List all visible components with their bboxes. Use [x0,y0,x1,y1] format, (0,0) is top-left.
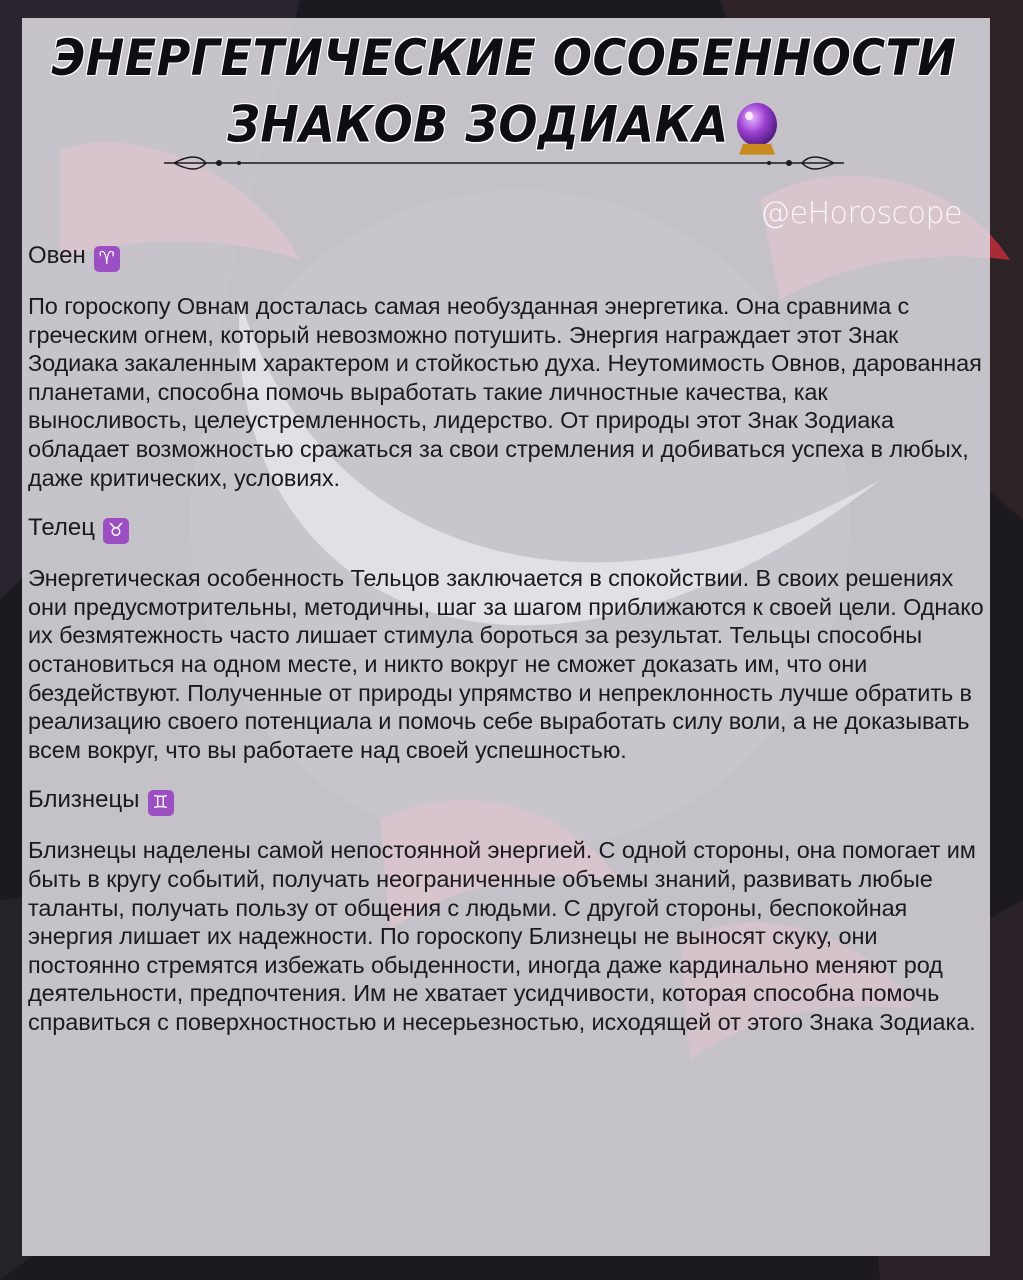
gemini-icon: ♊ [148,790,174,816]
sign-description: Близнецы наделены самой непостоянной энергией. С одной стороны, она помогает им быть в кругу событий, получать неограниченные объемы знаний, развивать любые таланты, получать пользу от общения с людьми. С другой стороны, беспокойная энергия лишает их надежности. По гороскопу Близнецы не выносят скуку, они постоянно стремятся избежать обыденности, иногда даже кардинально меняют род деятельности, предпочтения. Им не хватает усидчивости, которая способна помочь справиться с поверхностностью и несерьезностью, исходящей от этого Знака Зодиака. [28,837,976,1035]
content-card [22,18,990,1256]
sign-name: Близнецы [28,786,140,814]
title-line-2 [28,91,980,158]
sign-name: Телец [28,514,95,542]
sign-name: Овен [28,242,86,269]
taurus-icon: ♉ [103,518,129,544]
sign-description: Энергетическая особенность Тельцов заключается в спокойствии. В своих решениях они предусмотрительны, методичны, шаг за шагом приближаются к своей цели. Однако их безмятежность часто лишает стимула бороться за результат. Тельцы способны остановиться на одном месте, и никто вокруг не сможет доказать им, что они бездействуют. Полученные от природы упрямство и непреклонность лучше обратить в реализацию своего потенциала и помочь себе выработать силу воли, а не доказывать всем вокруг, что вы работаете над своей успешностью. [28,565,984,763]
title-line-2-text: ЗНАКОВ ЗОДИАКА [227,95,729,154]
sections-list [28,240,984,1056]
watermark: @eHoroscope [760,196,962,231]
section-taurus [28,512,984,764]
sign-description: По гороскопу Овнам досталась самая необузданная энергетика. Она сравнима с греческим огнем, который невозможно потушить. Энергия награждает этот Знак Зодиака закаленным характером и стойкостью духа. Неутомимость Овнов, дарованная планетами, способна помочь выработать такие личностные качества, как выносливость, целеустремленность, лидерство. От природы этот Знак Зодиака обладает возможностью сражаться за свои стремления и добиваться успеха в любых, даже критических, условиях. [28,293,982,491]
aries-icon: ♈ [94,246,120,272]
crystal-ball-icon [733,100,781,156]
section-gemini [28,784,984,1036]
sign-heading [28,240,984,272]
title-line-1: ЭНЕРГЕТИЧЕСКИЕ ОСОБЕННОСТИ [51,28,957,87]
sign-heading [28,784,984,816]
section-aries [28,240,984,492]
sign-heading [28,512,984,544]
page-title [28,24,980,158]
